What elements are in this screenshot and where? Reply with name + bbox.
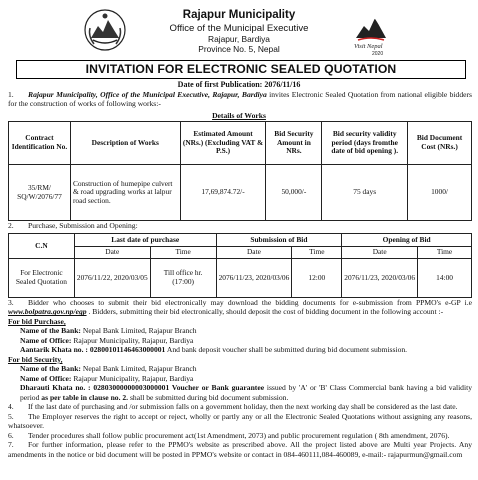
table-row [9,165,472,221]
letterhead [0,0,478,58]
office-name: Office of the Municipal Executive [169,22,309,34]
security-bank: Name of the Bank: Nepal Bank Limited, Rajapur Branch [20,364,197,374]
visit-nepal-logo [352,12,390,56]
schedule-sub-time: Time [150,247,216,259]
details-title: Details of Works [212,111,266,120]
egp-link[interactable]: www.bolpatra.gov.np/egp [8,307,87,317]
clause-2 [8,221,472,230]
clause-1-org: Rajapur Municipality, Office of the Municipal Executive, Rajapur, Bardiya [28,90,267,99]
municipality-name: Rajapur Municipality [182,9,296,21]
works-cell-doc-cost: 1000/ [408,165,472,221]
works-cell-estimate: 17,69,874.72/- [180,165,266,221]
visit-nepal-year: 2020 [372,51,384,56]
clause-3 [8,298,472,317]
schedule-table [8,233,472,298]
works-table [8,121,472,221]
works-col-security: Bid Security Amount in NRs. [266,122,322,165]
schedule-sub-time: Time [292,247,342,259]
schedule-cell-submission-time: 12:00 [292,259,342,298]
works-cell-description: Construction of humepipe culvert & road upgrading works at lalpur road section. [70,165,180,221]
works-col-contract: Contract Identification No. [9,122,71,165]
clause-5: 5. The Employer reserves the right to accept or reject, wholly or partly any or all the Electronic Sealed Quotations without assigning any reasons, whatsoever. [8,411,472,431]
visit-nepal-text: Visit Nepal [354,43,383,50]
schedule-sub-date: Date [74,247,150,259]
clause-3-text-end: . Bidders, submitting their bid electronically, should deposit the cost of bidding document in the following account :- [86,307,444,317]
province-name: Province No. 5, Nepal [198,44,280,55]
schedule-header [9,234,472,247]
page-title: INVITATION FOR ELECTRONIC SEALED QUOTATION [16,60,466,79]
works-col-estimate: Estimated Amount (NRs.) (Excluding VAT & P.S.) [180,122,266,165]
purchase-khata: Aantarik Khata no. : 02800101146463000001 And bank deposit voucher shall be submitted during bid document submission. [20,345,408,355]
works-cell-security: 50,000/- [266,165,322,221]
clause-1-text: invites Electronic Sealed Quotation from national eligible bidders for the construction of works of following works:- [8,90,472,109]
schedule-col-cn: C.N [9,234,75,259]
table-row [9,259,472,298]
clause-1 [8,90,472,109]
schedule-sub-date: Date [216,247,292,259]
purchase-bank: Name of the Bank: Nepal Bank Limited, Rajapur Branch [20,326,197,336]
works-table-header [9,122,472,165]
letterhead-text [130,9,348,54]
works-col-validity: Bid security validity period (days fromthe date of bid opening ). [322,122,408,165]
notice-body [8,298,472,459]
works-col-doc-cost: Bid Document Cost (NRs.) [408,122,472,165]
schedule-cell-cn: For Electronic Sealed Quotation [9,259,75,298]
clause-3-number: 3. [8,298,14,307]
schedule-col-purchase: Last date of purchase [74,234,216,247]
security-office: Name of Office: Rajapur Municipality, Rajapur, Bardiya [20,373,194,383]
nepal-emblem-icon [84,8,126,52]
schedule-cell-submission-date: 2076/11/23, 2020/03/06 [216,259,292,298]
schedule-cell-purchase-time: Till office hr. (17:00) [150,259,216,298]
schedule-sub-date: Date [342,247,418,259]
purchase-title: For bid Purchase, [8,316,66,326]
schedule-cell-purchase-date: 2076/11/22, 2020/03/05 [74,259,150,298]
clause-1-number: 1. [8,90,14,99]
publication-date: Date of first Publication: 2076/11/16 [177,80,301,89]
office-location: Rajapur, Bardiya [208,34,270,45]
schedule-col-opening: Opening of Bid [342,234,472,247]
schedule-cell-opening-time: 14:00 [418,259,472,298]
works-col-description: Description of Works [70,122,180,165]
clause-2-number: 2. [8,221,14,230]
clause-4: 4. If the last date of purchasing and /or submission falls on a government holiday, then the next working day shall be considered as the last date. [8,402,458,412]
schedule-subheader [9,247,472,259]
works-cell-contract: 35/RM/ SQ/W/2076/77 [9,165,71,221]
clause-2-text: Purchase, Submission and Opening: [28,221,138,230]
schedule-col-submission: Submission of Bid [216,234,342,247]
security-khata: Dharauti Khata no. : 02803000000003000001 Voucher or Bank guarantee issued by 'A' or 'B' Class Commercial bank having a bid validity period as per table in clause no. 2. shall be submitted during bid document submission. [20,383,472,402]
clause-7: 7. For further information, please refer to the PPMO's website as prescribed above. All the project listed above are Multi year Projects. Any amendments in the notice or bid document will be posted in PPMO's website or contact in 084-460111,084-460089, e-mail:- rajapurmun@gmail.com [8,440,472,459]
schedule-sub-time: Time [418,247,472,259]
security-title: For bid Security, [8,354,63,364]
clause-3-text: Bidder who chooses to submit their bid electronically may download the bidding documents for e-submission from PPMO's e-GP i.e [28,298,472,307]
works-cell-validity: 75 days [322,165,408,221]
purchase-office: Name of Office: Rajapur Municipality, Rajapur, Bardiya [20,335,194,345]
schedule-cell-opening-date: 2076/11/23, 2020/03/06 [342,259,418,298]
clause-6: 6. Tender procedures shall follow public procurement act(1st Amendment, 2073) and public procurement regulation ( 8th amendment, 2076). [8,430,450,440]
